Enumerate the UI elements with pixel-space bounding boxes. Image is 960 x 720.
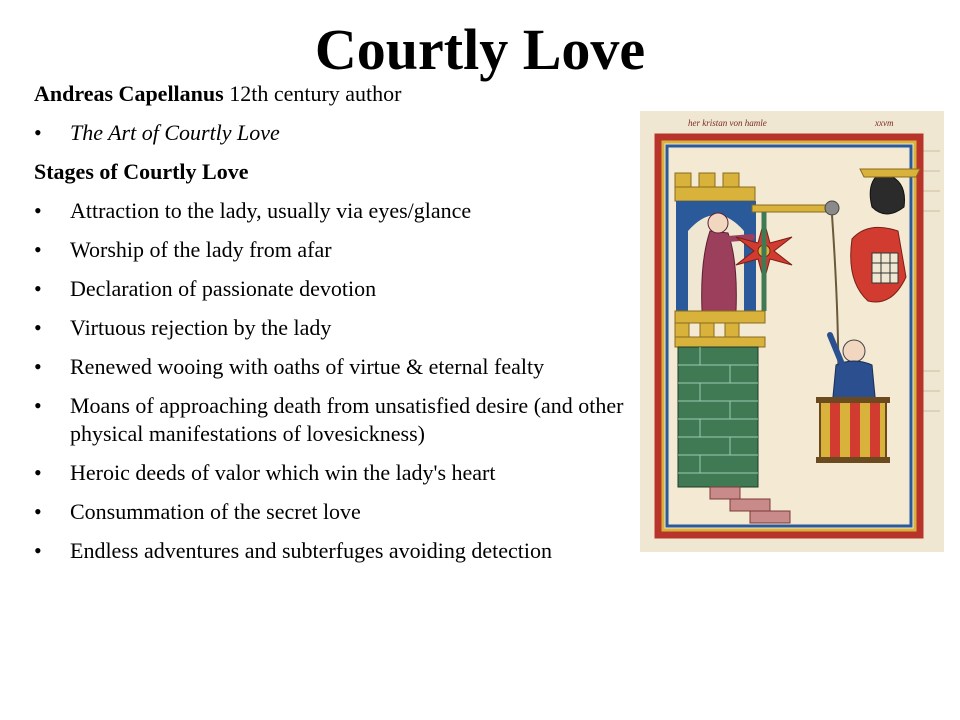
stage-item [34, 236, 634, 264]
green-tower [678, 347, 758, 487]
stage-text: Moans of approaching death from unsatisfied desire (and other physical manifestations of lovesickness) [70, 393, 624, 446]
bullet-icon: • [34, 237, 42, 262]
stage-item [34, 314, 634, 342]
stage-text: Endless adventures and subterfuges avoiding detection [70, 538, 553, 563]
manuscript-illustration-svg [640, 111, 944, 552]
stages-heading: Stages of Courtly Love [34, 159, 249, 184]
helmet-crest [860, 169, 920, 177]
stage-item [34, 353, 634, 381]
stage-text: Virtuous rejection by the lady [70, 315, 332, 340]
bullet-icon: • [34, 393, 42, 418]
stage-text: Consummation of the secret love [70, 499, 361, 524]
pulley-beam [752, 205, 834, 212]
bullet-icon: • [34, 499, 42, 524]
stage-text: Declaration of passionate devotion [70, 276, 377, 301]
slide-body [34, 80, 634, 576]
basket-rim [816, 397, 890, 403]
stage-text: Heroic deeds of valor which win the lady's heart [70, 460, 496, 485]
author-detail: 12th century author [223, 81, 402, 106]
stage-text: Renewed wooing with oaths of virtue & eternal fealty [70, 354, 545, 379]
bullet-icon: • [34, 538, 42, 563]
stage-item [34, 392, 634, 448]
bullet-icon: • [34, 460, 42, 485]
basket-stripes [830, 401, 880, 461]
work-title: The Art of Courtly Love [70, 120, 280, 145]
manuscript-illustration [640, 111, 944, 552]
lady-head [708, 213, 728, 233]
stage-item [34, 275, 634, 303]
bullet-icon: • [34, 315, 42, 340]
illustration-caption-right: xxvm [875, 118, 894, 128]
stage-item [34, 537, 634, 565]
stage-item [34, 498, 634, 526]
bullet-icon: • [34, 120, 42, 145]
work-title-item [34, 119, 634, 147]
bullet-icon: • [34, 198, 42, 223]
illustration-caption: her kristan von hamle [688, 118, 767, 128]
bullet-icon: • [34, 354, 42, 379]
basket-base [816, 457, 890, 463]
stage-text: Attraction to the lady, usually via eyes/glance [70, 198, 472, 223]
shield-emblem [872, 253, 898, 283]
author-line [34, 80, 634, 108]
pulley-wheel [825, 201, 839, 215]
stage-text: Worship of the lady from afar [70, 237, 332, 262]
slide-title: Courtly Love [314, 17, 646, 82]
knight-head [843, 340, 865, 362]
lady-gown [702, 231, 737, 311]
stage-item [34, 197, 634, 225]
stage-item [34, 459, 634, 487]
author-name: Andreas Capellanus [34, 81, 224, 106]
bullet-icon: • [34, 276, 42, 301]
